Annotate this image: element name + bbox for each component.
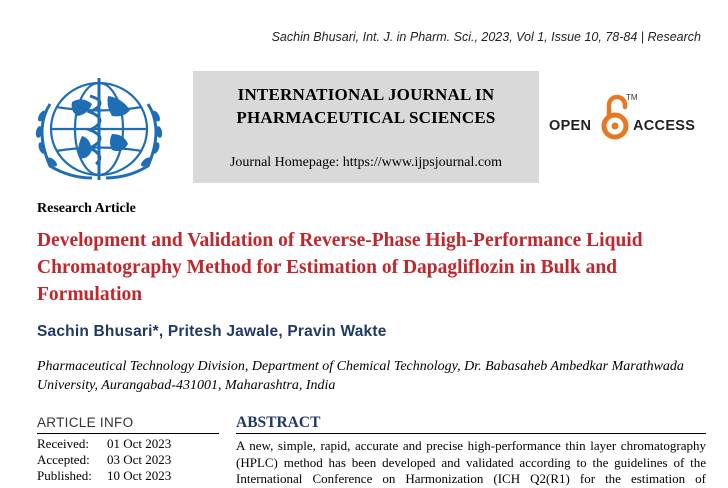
abstract-divider [236,433,706,434]
date-label: Published: [37,468,92,483]
who-emblem-icon [20,74,178,184]
date-row-accepted [37,452,171,468]
journal-masthead [193,71,539,183]
journal-title-line2: PHARMACEUTICAL SCIENCES [236,108,496,127]
article-info-heading: ARTICLE INFO [37,415,134,430]
open-access-trademark: TM [626,93,638,102]
date-label: Accepted: [37,452,90,467]
journal-title-line1: INTERNATIONAL JOURNAL IN [237,85,495,104]
date-value: 01 Oct 2023 [107,436,172,451]
running-head: Sachin Bhusari, Int. J. in Pharm. Sci., 2023, Vol 1, Issue 10, 78-84 | Research [271,30,701,44]
abstract-text: A new, simple, rapid, accurate and precise high-performance thin layer chromatography (HPLC) method has been developed and validated according to the guidelines of the International Conference on Harmonization (ICH Q2(R1) for the estimation of [236,438,706,487]
date-value: 10 Oct 2023 [107,468,172,483]
abstract-heading: ABSTRACT [236,414,321,431]
author-list: Sachin Bhusari*, Pritesh Jawale, Pravin Wakte [37,323,387,340]
journal-homepage[interactable]: Journal Homepage: https://www.ijpsjournal.com [229,155,503,170]
article-dates [37,436,171,484]
date-label: Received: [37,436,89,451]
affiliation: Pharmaceutical Technology Division, Department of Chemical Technology, Dr. Babasaheb Ambedkar Marathwada University, Aurangabad-431001, Maharashtra, India [37,359,684,393]
article-info-divider [37,433,219,434]
open-access-right-text: ACCESS [633,118,696,134]
date-row-received [37,436,171,452]
article-title: Development and Validation of Reverse-Phase High-Performance Liquid Chromatography Method for Estimation of Dapagliflozin in Bulk and Formulation [37,230,643,305]
article-type: Research Article [37,201,136,216]
journal-title [193,83,539,129]
date-row-published [37,468,171,484]
open-access-left-text: OPEN [549,118,592,134]
date-value: 03 Oct 2023 [107,452,172,467]
